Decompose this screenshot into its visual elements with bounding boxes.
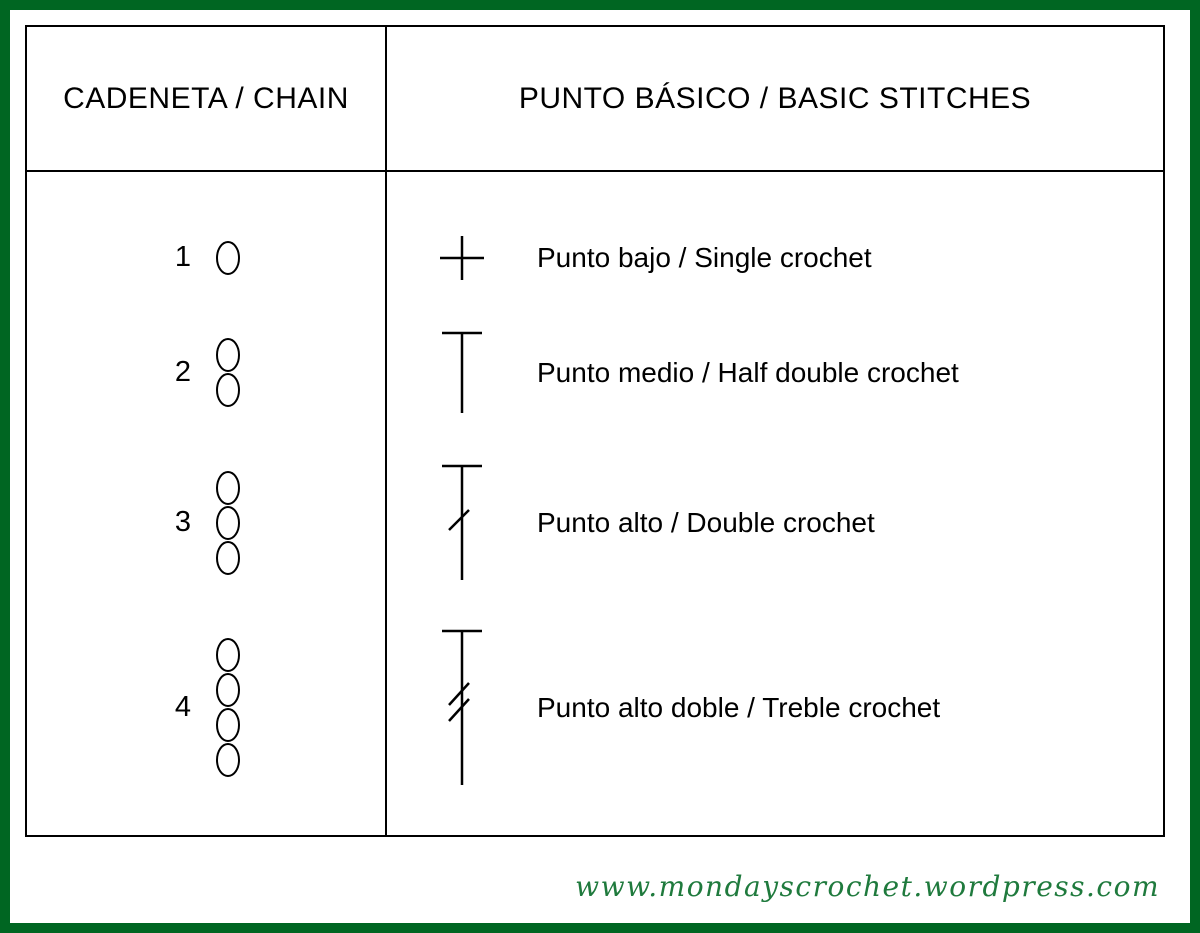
list-item xyxy=(387,208,1163,308)
stitch-label: Punto alto / Double crochet xyxy=(537,506,875,538)
list-item xyxy=(27,608,385,808)
list-item xyxy=(27,308,385,438)
stitch-label: Punto medio / Half double crochet xyxy=(537,356,959,388)
list-item xyxy=(387,608,1163,808)
chain-count-label: 3 xyxy=(174,506,191,538)
stitch-symbol-cell xyxy=(387,623,537,793)
stitch-label: Punto alto doble / Treble crochet xyxy=(537,691,941,723)
chain-loop-icon xyxy=(211,336,245,374)
chain-loop-icon xyxy=(211,741,245,779)
crochet-legend-table xyxy=(25,25,1165,837)
chain-loop-icon xyxy=(211,371,245,409)
stitch-list xyxy=(387,172,1163,835)
double-crochet-tee-one-slash-icon xyxy=(432,458,492,588)
chain-count-label: 1 xyxy=(174,241,191,273)
chain-loop-stack xyxy=(207,636,249,779)
watermark-url: www.mondayscrochet.wordpress.com xyxy=(575,870,1160,903)
chain-loop-stack xyxy=(207,239,249,277)
chain-loop-stack xyxy=(207,469,249,577)
stitch-symbol-cell xyxy=(387,228,537,288)
chain-list xyxy=(27,172,385,835)
stitch-symbol-cell xyxy=(387,323,537,423)
chain-loop-icon xyxy=(211,636,245,674)
chain-loop-icon xyxy=(211,671,245,709)
chain-loop-icon xyxy=(211,469,245,507)
stitch-label: Punto bajo / Single crochet xyxy=(537,241,872,273)
chain-loop-icon xyxy=(211,706,245,744)
list-item xyxy=(387,308,1163,438)
list-item xyxy=(387,438,1163,608)
header-cell-chain xyxy=(27,27,387,170)
half-double-crochet-tee-icon xyxy=(432,323,492,423)
single-crochet-cross-icon xyxy=(432,228,492,288)
list-item xyxy=(27,208,385,308)
treble-crochet-tee-two-slash-icon xyxy=(432,623,492,793)
stitches-column xyxy=(387,172,1163,835)
header-stitches-label: PUNTO BÁSICO / BASIC STITCHES xyxy=(518,81,1032,115)
chain-loop-icon xyxy=(211,504,245,542)
chain-loop-icon xyxy=(211,539,245,577)
header-chain-label: CADENETA / CHAIN xyxy=(63,81,349,115)
chain-loop-icon xyxy=(211,239,245,277)
chain-count-label: 4 xyxy=(174,691,191,723)
list-item xyxy=(27,438,385,608)
header-cell-stitches xyxy=(387,27,1163,170)
chain-column xyxy=(27,172,387,835)
stitch-symbol-cell xyxy=(387,458,537,588)
table-body-row xyxy=(27,172,1163,835)
table-header-row xyxy=(27,27,1163,172)
chain-loop-stack xyxy=(207,336,249,409)
chain-count-label: 2 xyxy=(174,356,191,388)
